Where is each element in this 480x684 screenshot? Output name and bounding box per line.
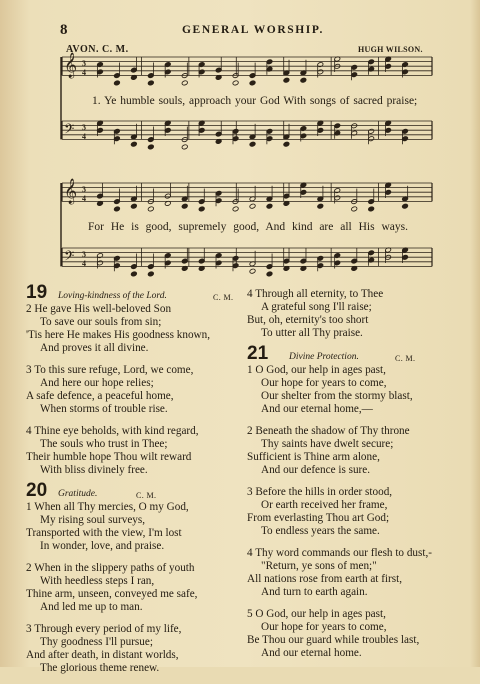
verse-line: 4 Through all eternity, to Thee [247,288,384,300]
note-head [114,80,121,86]
note-head [181,144,188,150]
hymn-title: Loving-kindness of the Lord. [58,291,167,301]
verse-line: A grateful song I'll raise; [261,301,372,313]
tune-name: AVON. C. M. [66,44,129,55]
note-head [148,206,155,212]
note-head [283,77,290,83]
note-head [249,80,256,86]
verse-line: 2 Beneath the shadow of Thy throne [247,425,410,437]
bass-clef-icon: 𝄢 [64,248,75,267]
verse-line: The glorious theme renew. [40,662,160,674]
stanza [247,364,459,416]
note-head [266,203,273,209]
time-signature: 3 [82,59,86,68]
stanza [26,562,248,614]
stanza [247,288,459,340]
note-head [317,203,324,209]
verse-line: Sufficient is Thine arm alone, [247,451,380,463]
time-signature: 3 [82,185,86,194]
note-head [148,80,155,86]
time-signature: 3 [82,123,86,132]
verse-line: 2 When in the slippery paths of youth [26,562,195,574]
time-signature: 3 [82,250,86,259]
note-head [266,271,273,277]
verse-line: And here our hope relies; [40,377,154,389]
note-head [114,206,121,212]
verse-line: With heedless steps I ran, [40,575,155,587]
stanza [247,547,459,599]
running-head: GENERAL WORSHIP. [182,24,324,36]
verse-line: And our defence is sure. [261,464,371,476]
lyric-line-2: For He is good, supremely good, And kind are all His ways. [88,221,408,233]
verse-line: Our hope for years to come, [261,621,387,633]
bass-clef-icon: 𝄢 [64,121,75,140]
hymn-19-heading [26,282,248,303]
verse-line: To endless years the same. [261,525,380,537]
verse-line: And after death, in distant worlds, [26,649,179,661]
verse-line: In wonder, love, and praise. [40,540,165,552]
verse-line: But, oh, eternity's too short [247,314,369,326]
note-head [402,203,409,209]
verse-line: My rising soul surveys, [40,514,146,526]
stanza [26,425,248,477]
verse-line: Or earth received her frame, [261,499,388,511]
hymn-number: 19 [26,282,48,303]
verse-line: To utter all Thy praise. [261,327,363,339]
verse-line: Thy goodness I'll pursue; [40,636,153,648]
verse-line: "Return, ye sons of men;" [261,560,377,572]
hymn-number: 20 [26,480,48,501]
note-head [249,203,256,209]
verse-line: Thy saints have dwelt secure; [261,438,394,450]
stanza [26,501,248,553]
verse-line: Thine arm, unseen, conveyed me safe, [26,588,198,600]
verse-line: When storms of trouble rise. [40,403,168,415]
note-head [181,80,188,86]
note-head [249,141,256,147]
verse-line: 2 He gave His well-beloved Son [26,303,172,315]
time-signature: 4 [82,194,86,203]
hymn-title: Divine Protection. [289,352,359,362]
verse-line: 3 Before the hills in order stood, [247,486,393,498]
hymn-meter: C. M. [395,354,416,363]
verse-line: 4 Thy word commands our flesh to dust,- [247,547,432,559]
hymn-title: Gratitude. [58,489,98,499]
verse-line: And our eternal home. [261,647,362,659]
note-head [249,268,256,274]
page-number: 8 [60,22,68,38]
note-head [131,141,138,147]
verse-line: 1 When all Thy mercies, O my God, [26,501,189,513]
note-head [368,206,375,212]
hymn-meter: C. M. [136,491,157,500]
stanza [247,486,459,538]
note-head [300,77,307,83]
verse-line: 4 Thine eye beholds, with kind regard, [26,425,199,437]
treble-clef-icon: 𝄞 [64,53,78,78]
verse-line: Transported with the view, I'm lost [26,527,182,539]
time-signature: 4 [82,68,86,77]
verse-line: 'Tis here He makes His goodness known, [26,329,211,341]
note-head [131,203,138,209]
note-head [232,206,239,212]
stanza [26,364,248,416]
verse-line: 3 Through every period of my life, [26,623,182,635]
time-signature: 4 [82,132,86,141]
verse-line: And turn to earth again. [261,586,368,598]
verse-line: From everlasting Thou art God; [247,512,390,524]
verse-line: To save our souls from sin; [40,316,162,328]
hymn-meter: C. M. [213,293,234,302]
verse-line: 5 O God, our help in ages past, [247,608,386,620]
music-score [0,0,480,280]
verse-line: And proves it all divine. [40,342,149,354]
note-head [148,271,155,277]
verse-line: And our eternal home,— [261,403,373,415]
hymn-21-heading [247,343,459,364]
hymn-number: 21 [247,343,269,364]
stanza [247,425,459,477]
verse-line: Our shelter from the stormy blast, [261,390,413,402]
stanza [26,623,248,675]
note-head [198,206,205,212]
stanza [247,608,459,660]
note-head [181,203,188,209]
verse-line: All nations rose from earth at first, [247,573,403,585]
treble-clef-icon: 𝄞 [64,179,78,204]
verse-line: Their humble hope Thou wilt reward [26,451,192,463]
note-head [131,271,138,277]
verse-line: And led me up to man. [40,601,143,613]
verse-line: Be Thou our guard while troubles last, [247,634,420,646]
time-signature: 4 [82,259,86,268]
verse-line: The souls who trust in Thee; [40,438,168,450]
stanza [26,303,248,355]
left-column [26,282,248,684]
verse-line: 3 To this sure refuge, Lord, we come, [26,364,194,376]
composer-name: HUGH WILSON. [358,45,423,54]
verse-line: With bliss divinely free. [40,464,148,476]
verse-line: Our hope for years to come, [261,377,387,389]
verse-line: 1 O God, our help in ages past, [247,364,386,376]
lyric-line-1: 1. Ye humble souls, approach your God With songs of sacred praise; [92,95,418,107]
note-head [148,144,155,150]
note-head [283,141,290,147]
note-head [351,206,358,212]
hymn-20-heading [26,480,248,501]
verse-line: A safe defence, a peaceful home, [26,390,174,402]
right-column [247,288,459,669]
note-head [232,80,239,86]
